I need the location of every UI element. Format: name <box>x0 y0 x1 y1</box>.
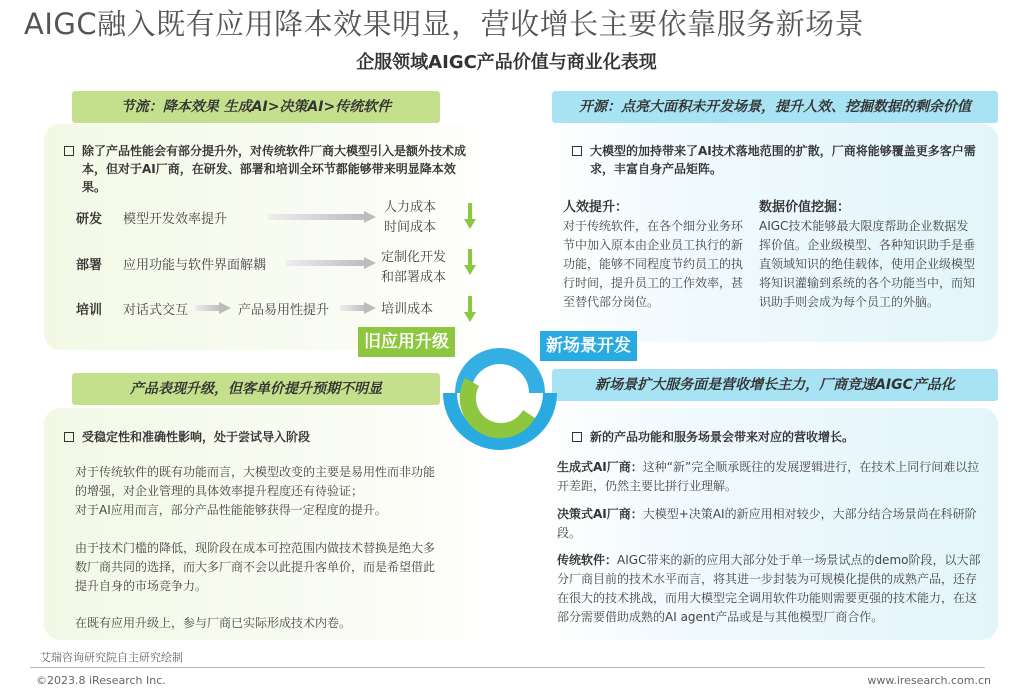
efficiency-text: 对于传统软件，在各个细分业务环节中加入原本由企业员工执行的新功能，能够不同程度节约员工的执行时间，提升员工的工作效率，甚至替代部分岗位。 <box>563 219 744 309</box>
decision-ai-title: 决策式AI厂商： <box>557 507 643 521</box>
green-down-arrow-icon <box>464 249 476 275</box>
q1-bullet: 除了产品性能会有部分提升外，对传统软件厂商大模型引入是额外技术成本，但对于AI厂商，在研发、部署和培训全环节都能够带来明显降本效果。 <box>64 142 476 196</box>
page-subtitle: 企服领域AIGC产品价值与商业化表现 <box>356 52 657 73</box>
arrow-right-icon <box>268 211 376 223</box>
q4-item-traditional <box>557 551 987 627</box>
arrow-right-icon <box>286 257 376 269</box>
data-value-text: AIGC技术能够最大限度帮助企业数据发挥价值。企业级模型、各种知识助手是垂直领域知识的绝佳载体，使用企业级模型将知识灌输到系统的各个功能当中，而知识助手则会成为每个员工的外脑。 <box>759 219 976 309</box>
q2-right-block <box>759 198 977 312</box>
old-app-upgrade-label: 旧应用升级 <box>358 327 455 357</box>
source-note: 艾瑞咨询研究院自主研究绘制 <box>40 651 183 664</box>
traditional-software-title: 传统软件： <box>557 553 618 567</box>
q4-bullet: 新的产品功能和服务场景会带来对应的营收增长。 <box>572 428 976 446</box>
row-result-deploy: 定制化开发 和部署成本 <box>381 250 447 285</box>
q2-bullet: 大模型的加持带来了AI技术落地范围的扩散，厂商将能够覆盖更多客户需求，丰富自身产品矩阵。 <box>572 142 976 178</box>
data-value-title: 数据价值挖掘： <box>759 200 851 215</box>
arrow-right-icon <box>340 302 376 314</box>
q3-header: 产品表现升级，但客单价提升预期不明显 <box>72 373 440 405</box>
footer-divider <box>30 667 985 668</box>
q3-bullet: 受稳定性和准确性影响，处于尝试导入阶段 <box>64 428 474 446</box>
checkbox-icon <box>572 146 582 156</box>
row-text-rd: 模型开发效率提升 <box>123 212 228 227</box>
traditional-software-text: AIGC带来的新的应用大部分处于单一场景试点的demo阶段，以大部分厂商目前的技术水平而言，将其进一步封装为可规模化提供的成熟产品，还存在很大的技术挑战，而用大模型完全调用软件功能则需要更强的技术能力，在这部分需要借助成熟的AI agent产品或是与其他模型厂商合作。 <box>557 553 981 624</box>
green-down-arrow-icon <box>464 203 476 229</box>
q3-paragraph-2: 由于技术门槛的降低，现阶段在成本可控范围内做技术替换是绝大多数厂商共同的选择，而大多厂商不会以此提升客单价，而是希望借此提升自身的市场竞争力。 <box>75 541 436 593</box>
q3-paragraph-3: 在既有应用升级上，参与厂商已实际形成技术内卷。 <box>75 616 352 630</box>
q4-item-generative <box>557 458 987 496</box>
new-scenario-label: 新场景开发 <box>540 331 637 361</box>
q1-header: 节流：降本效果 生成AI>决策AI>传统软件 <box>72 91 440 123</box>
row-label-rd: 研发 <box>76 212 103 227</box>
copyright: ©2023.8 iResearch Inc. <box>36 674 166 687</box>
row-label-deploy: 部署 <box>76 258 103 273</box>
q4-header: 新场景扩大服务面是营收增长主力，厂商竞速AIGC产品化 <box>552 369 998 401</box>
row-result-rd: 人力成本 时间成本 <box>384 200 437 235</box>
row-text-training: 对话式交互 <box>123 303 189 318</box>
decision-ai-text: 大模型+决策AI的新应用相对较少，大部分结合场景尚在科研阶段。 <box>557 507 977 540</box>
generative-ai-title: 生成式AI厂商： <box>557 460 643 474</box>
checkbox-icon <box>64 432 74 442</box>
green-down-arrow-icon <box>464 296 476 322</box>
row-label-training: 培训 <box>76 303 103 318</box>
generative-ai-text: 这种“新”完全顺承既往的发展逻辑进行，在技术上同行间难以拉开差距，仍然主要比拼行业理解。 <box>557 460 980 493</box>
q2-header: 开源：点亮大面积未开发场景，提升人效、挖掘数据的剩余价值 <box>552 91 998 123</box>
page-title: AIGC融入既有应用降本效果明显，营收增长主要依靠服务新场景 <box>24 7 865 41</box>
checkbox-icon <box>572 432 582 442</box>
row-result-training: 培训成本 <box>381 302 434 317</box>
arrow-right-icon <box>195 302 231 314</box>
row-mid-training: 产品易用性提升 <box>238 303 330 318</box>
checkbox-icon <box>64 146 74 156</box>
q4-item-decision <box>557 505 987 543</box>
efficiency-title: 人效提升： <box>563 200 629 215</box>
row-text-deploy: 应用功能与软件界面解耦 <box>123 258 267 273</box>
q2-left-block <box>563 198 743 312</box>
q3-paragraph-1: 对于传统软件的既有功能而言，大模型改变的主要是易用性而非功能的增强，对企业管理的具体效率提升程度还有待验证； 对于AI应用而言，部分产品性能能够获得一定程度的提升。 <box>75 465 436 517</box>
website-link[interactable]: www.iresearch.com.cn <box>867 674 991 687</box>
